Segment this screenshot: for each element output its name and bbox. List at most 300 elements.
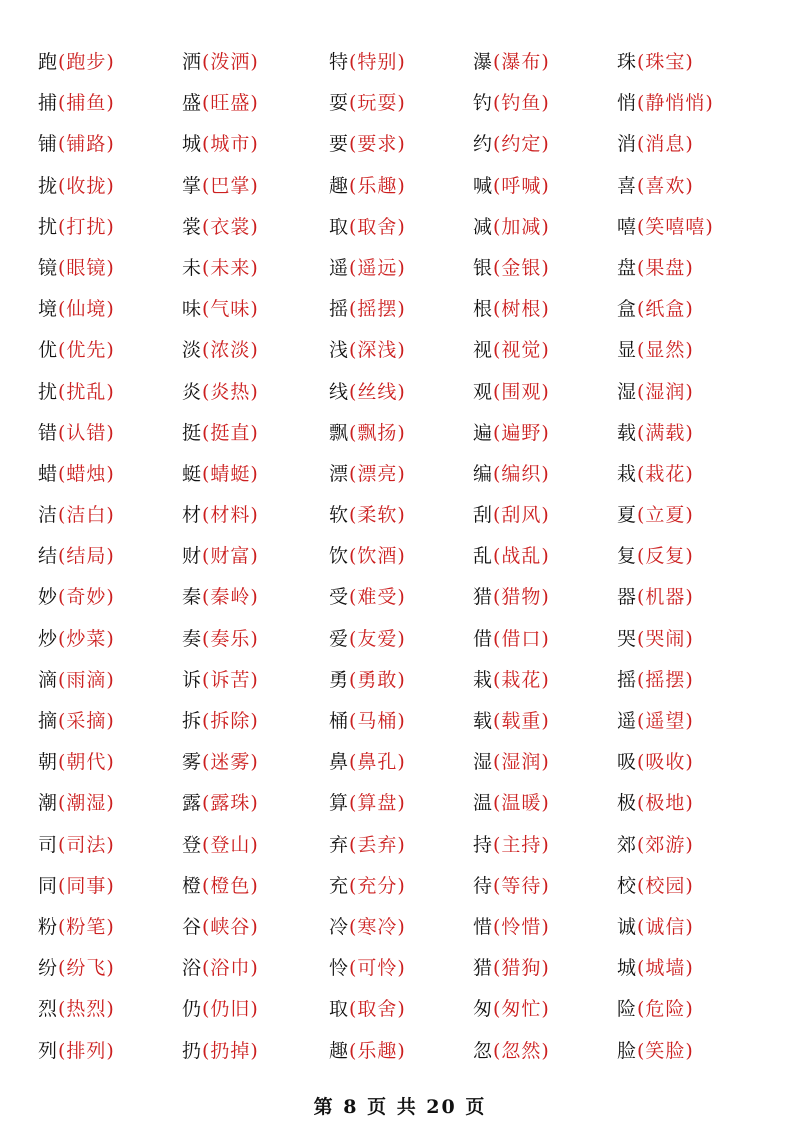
word-entry [38, 909, 182, 950]
word-entry [473, 991, 617, 1032]
example-word: (匆忙) [493, 998, 550, 1021]
example-word: (遍野) [493, 421, 550, 444]
character: 载 [473, 710, 494, 732]
word-entry [329, 703, 473, 744]
example-word: (跑步) [58, 51, 115, 73]
example-word: (钓鱼) [493, 92, 550, 115]
character: 拆 [182, 710, 203, 732]
example-word: (消息) [637, 133, 694, 156]
word-entry [473, 538, 617, 579]
character: 财 [182, 545, 203, 568]
character: 掌 [182, 174, 203, 197]
character: 蜓 [182, 462, 203, 485]
word-entry [182, 209, 329, 250]
character: 湿 [617, 380, 638, 403]
character: 镜 [38, 256, 59, 279]
character: 盛 [182, 92, 203, 115]
character: 跑 [38, 51, 59, 73]
word-entry [329, 662, 473, 703]
example-word: (炎热) [202, 380, 259, 403]
word-entry [329, 991, 473, 1032]
example-word: (挺直) [202, 421, 259, 444]
word-entry [38, 950, 182, 991]
character: 栽 [617, 462, 638, 485]
example-word: (仍旧) [202, 998, 259, 1021]
example-word: (要求) [349, 133, 406, 156]
word-entry [38, 868, 182, 909]
character: 飘 [329, 421, 350, 444]
word-entry [182, 538, 329, 579]
word-entry [617, 44, 778, 85]
example-word: (浓淡) [202, 339, 259, 362]
character: 朝 [38, 751, 59, 774]
character: 烈 [38, 998, 59, 1021]
word-entry [182, 703, 329, 744]
word-entry [617, 497, 778, 538]
example-word: (算盘) [349, 792, 406, 815]
word-entry [38, 250, 182, 291]
example-word: (摇摆) [637, 668, 694, 691]
character: 险 [617, 998, 638, 1021]
word-entry [182, 85, 329, 126]
example-word: (湿润) [493, 751, 550, 774]
example-word: (雨滴) [58, 668, 115, 691]
example-word: (遥远) [349, 256, 406, 279]
example-word: (巴掌) [202, 174, 259, 197]
word-entry [38, 332, 182, 373]
word-entry [473, 85, 617, 126]
example-word: (呼喊) [493, 174, 550, 197]
character: 冷 [329, 915, 350, 938]
word-entry [182, 415, 329, 456]
character: 显 [617, 339, 638, 362]
example-word: (衣裳) [202, 215, 259, 238]
example-word: (等待) [493, 874, 550, 897]
word-entry [38, 209, 182, 250]
word-entry [617, 538, 778, 579]
word-entry [617, 126, 778, 167]
character: 特 [329, 51, 350, 73]
character: 载 [617, 421, 638, 444]
example-word: (诉苦) [202, 668, 259, 691]
example-word: (拆除) [202, 710, 259, 732]
example-word: (危险) [637, 998, 694, 1021]
character: 雾 [182, 751, 203, 774]
example-word: (捕鱼) [58, 92, 115, 115]
character: 洁 [38, 504, 59, 527]
word-entry [473, 209, 617, 250]
character: 蜡 [38, 462, 59, 485]
word-entry [329, 168, 473, 209]
word-entry [182, 744, 329, 785]
example-word: (迷雾) [202, 751, 259, 774]
word-entry [38, 744, 182, 785]
character: 悄 [617, 92, 638, 115]
example-word: (橙色) [202, 874, 259, 897]
word-entry [617, 291, 778, 332]
character: 约 [473, 133, 494, 156]
example-word: (打扰) [58, 215, 115, 238]
word-entry [38, 827, 182, 868]
example-word: (取舍) [349, 998, 406, 1021]
example-word: (树根) [493, 298, 550, 321]
word-entry [329, 85, 473, 126]
word-entry [182, 785, 329, 826]
character: 耍 [329, 92, 350, 115]
character: 算 [329, 792, 350, 815]
character: 乱 [473, 545, 494, 568]
example-word: (漂亮) [349, 462, 406, 485]
word-entry [473, 744, 617, 785]
example-word: (喜欢) [637, 174, 694, 197]
word-entry [329, 538, 473, 579]
example-word: (同事) [58, 874, 115, 897]
example-word: (栽花) [637, 462, 694, 485]
word-entry [473, 950, 617, 991]
word-entry [473, 579, 617, 620]
word-entry [617, 909, 778, 950]
word-entry [617, 456, 778, 497]
word-entry [38, 991, 182, 1032]
character: 器 [617, 586, 638, 609]
character: 材 [182, 504, 203, 527]
word-entry [38, 703, 182, 744]
word-entry [617, 991, 778, 1032]
example-word: (猎物) [493, 586, 550, 609]
character: 挺 [182, 421, 203, 444]
character: 盘 [617, 256, 638, 279]
example-word: (炒菜) [58, 627, 115, 650]
example-word: (眼镜) [58, 256, 115, 279]
example-word: (泼洒) [202, 51, 259, 73]
example-word: (洁白) [58, 504, 115, 527]
example-word: (铺路) [58, 133, 115, 156]
example-word: (纷飞) [58, 957, 115, 980]
character: 猎 [473, 957, 494, 980]
word-entry [182, 374, 329, 415]
word-entry [473, 827, 617, 868]
example-word: (峡谷) [202, 915, 259, 938]
example-word: (显然) [637, 339, 694, 362]
word-entry [38, 415, 182, 456]
word-entry [473, 456, 617, 497]
word-entry [38, 44, 182, 85]
word-entry [473, 703, 617, 744]
character: 刮 [473, 504, 494, 527]
character: 捕 [38, 92, 59, 115]
character: 扔 [182, 1039, 203, 1062]
character: 视 [473, 339, 494, 362]
word-entry [38, 456, 182, 497]
word-entry [182, 579, 329, 620]
character: 充 [329, 874, 350, 897]
example-word: (气味) [202, 298, 259, 321]
character: 扰 [38, 215, 59, 238]
word-entry [182, 291, 329, 332]
example-word: (郊游) [637, 833, 694, 856]
character: 盒 [617, 298, 638, 321]
character: 爱 [329, 627, 350, 650]
character: 粉 [38, 915, 59, 938]
word-entry [473, 44, 617, 85]
character: 司 [38, 833, 59, 856]
word-entry [182, 950, 329, 991]
character: 奏 [182, 627, 203, 650]
example-word: (借口) [493, 627, 550, 650]
example-word: (寒冷) [349, 915, 406, 938]
word-entry [38, 662, 182, 703]
character: 惜 [473, 915, 494, 938]
character: 消 [617, 133, 638, 156]
character: 桶 [329, 710, 350, 732]
example-word: (仙境) [58, 298, 115, 321]
word-entry [329, 909, 473, 950]
word-entry [182, 868, 329, 909]
character: 浅 [329, 339, 350, 362]
character: 受 [329, 586, 350, 609]
example-word: (遥望) [637, 710, 694, 732]
word-entry [617, 785, 778, 826]
example-word: (忽然) [493, 1039, 550, 1062]
word-entry [38, 85, 182, 126]
example-word: (优先) [58, 339, 115, 362]
word-entry [473, 1033, 617, 1074]
character: 列 [38, 1039, 59, 1062]
example-word: (校园) [637, 874, 694, 897]
example-word: (司法) [58, 833, 115, 856]
word-entry [617, 703, 778, 744]
example-word: (柔软) [349, 504, 406, 527]
example-word: (围观) [493, 380, 550, 403]
example-word: (静悄悄) [637, 92, 714, 115]
word-entry [473, 909, 617, 950]
example-word: (取舍) [349, 215, 406, 238]
example-word: (机器) [637, 586, 694, 609]
character: 极 [617, 792, 638, 815]
example-word: (吸收) [637, 751, 694, 774]
word-entry [38, 126, 182, 167]
example-word: (主持) [493, 833, 550, 856]
example-word: (奏乐) [202, 627, 259, 650]
character: 忽 [473, 1039, 494, 1062]
word-entry [473, 291, 617, 332]
example-word: (饮酒) [349, 545, 406, 568]
character: 境 [38, 298, 59, 321]
character: 珠 [617, 51, 638, 73]
character: 橙 [182, 874, 203, 897]
word-entry [329, 785, 473, 826]
word-entry [38, 168, 182, 209]
word-entry [617, 332, 778, 373]
example-word: (编织) [493, 462, 550, 485]
example-word: (扔掉) [202, 1039, 259, 1062]
word-entry [473, 126, 617, 167]
word-entry [38, 497, 182, 538]
word-entry [617, 250, 778, 291]
word-entry [473, 868, 617, 909]
word-entry [329, 332, 473, 373]
example-word: (温暖) [493, 792, 550, 815]
character: 线 [329, 380, 350, 403]
character: 诉 [182, 668, 203, 691]
character: 观 [473, 380, 494, 403]
word-entry [329, 621, 473, 662]
example-word: (猎狗) [493, 957, 550, 980]
example-word: (鼻孔) [349, 751, 406, 774]
word-entry [473, 168, 617, 209]
example-word: (城墙) [637, 957, 694, 980]
example-word: (蜡烛) [58, 462, 115, 485]
character: 同 [38, 874, 59, 897]
character: 钓 [473, 92, 494, 115]
example-word: (潮湿) [58, 792, 115, 815]
word-entry [473, 621, 617, 662]
character: 栽 [473, 668, 494, 691]
word-entry [617, 827, 778, 868]
word-entry [182, 456, 329, 497]
character: 郊 [617, 833, 638, 856]
character: 炒 [38, 627, 59, 650]
example-word: (浴巾) [202, 957, 259, 980]
word-entry [329, 456, 473, 497]
example-word: (结局) [58, 545, 115, 568]
character: 要 [329, 133, 350, 156]
character: 露 [182, 792, 203, 815]
word-entry [617, 168, 778, 209]
character: 裳 [182, 215, 203, 238]
word-entry [329, 497, 473, 538]
word-entry [473, 497, 617, 538]
example-word: (充分) [349, 874, 406, 897]
word-entry [182, 621, 329, 662]
word-entry [473, 332, 617, 373]
word-entry [329, 827, 473, 868]
character: 妙 [38, 586, 59, 609]
character: 软 [329, 504, 350, 527]
example-word: (财富) [202, 545, 259, 568]
example-word: (排列) [58, 1039, 115, 1062]
example-word: (湿润) [637, 380, 694, 403]
character: 扰 [38, 380, 59, 403]
example-word: (立夏) [637, 504, 694, 527]
character: 待 [473, 874, 494, 897]
character: 饮 [329, 545, 350, 568]
word-entry [617, 950, 778, 991]
example-word: (露珠) [202, 792, 259, 815]
example-word: (丢弃) [349, 833, 406, 856]
word-entry [329, 1033, 473, 1074]
character: 脸 [617, 1039, 638, 1062]
word-entry [617, 85, 778, 126]
word-entry [329, 579, 473, 620]
word-entry [329, 209, 473, 250]
character: 吸 [617, 751, 638, 774]
example-word: (纸盒) [637, 298, 694, 321]
character: 潮 [38, 792, 59, 815]
character: 错 [38, 421, 59, 444]
word-entry [329, 250, 473, 291]
example-word: (玩耍) [349, 92, 406, 115]
word-entry [329, 868, 473, 909]
character: 遥 [329, 256, 350, 279]
character: 喊 [473, 174, 494, 197]
example-word: (扰乱) [58, 380, 115, 403]
example-word: (可怜) [349, 957, 406, 980]
example-word: (果盘) [637, 256, 694, 279]
character: 铺 [38, 133, 59, 156]
character: 仍 [182, 998, 203, 1021]
word-entry [38, 621, 182, 662]
example-word: (秦岭) [202, 586, 259, 609]
character: 城 [617, 957, 638, 980]
character: 哭 [617, 627, 638, 650]
word-entry [473, 374, 617, 415]
word-entry [329, 291, 473, 332]
example-word: (蜻蜓) [202, 462, 259, 485]
character: 勇 [329, 668, 350, 691]
example-word: (乐趣) [349, 174, 406, 197]
character: 持 [473, 833, 494, 856]
character: 编 [473, 462, 494, 485]
example-word: (极地) [637, 792, 694, 815]
word-entry [182, 168, 329, 209]
word-entry [617, 579, 778, 620]
character: 味 [182, 298, 203, 321]
example-word: (旺盛) [202, 92, 259, 115]
character: 弃 [329, 833, 350, 856]
example-word: (认错) [58, 421, 115, 444]
word-entry [473, 662, 617, 703]
word-entry [38, 374, 182, 415]
example-word: (反复) [637, 545, 694, 568]
character: 未 [182, 256, 203, 279]
example-word: (采摘) [58, 710, 115, 732]
character: 优 [38, 339, 59, 362]
word-entry [617, 374, 778, 415]
example-word: (友爱) [349, 627, 406, 650]
example-word: (刮风) [493, 504, 550, 527]
character: 趣 [329, 174, 350, 197]
word-entry [473, 250, 617, 291]
character: 取 [329, 998, 350, 1021]
example-word: (热烈) [58, 998, 115, 1021]
example-word: (奇妙) [58, 586, 115, 609]
character: 滴 [38, 668, 59, 691]
word-entry [182, 909, 329, 950]
character: 浴 [182, 957, 203, 980]
example-word: (载重) [493, 710, 550, 732]
character: 遍 [473, 421, 494, 444]
example-word: (战乱) [493, 545, 550, 568]
word-entry [617, 1033, 778, 1074]
example-word: (未来) [202, 256, 259, 279]
example-word: (深浅) [349, 339, 406, 362]
character: 结 [38, 545, 59, 568]
character: 瀑 [473, 51, 494, 73]
example-word: (飘扬) [349, 421, 406, 444]
example-word: (收拢) [58, 174, 115, 197]
word-entry [329, 950, 473, 991]
character: 淡 [182, 339, 203, 362]
word-entry [38, 785, 182, 826]
example-word: (勇敢) [349, 668, 406, 691]
word-entry [182, 497, 329, 538]
example-word: (难受) [349, 586, 406, 609]
word-entry [617, 209, 778, 250]
character: 城 [182, 133, 203, 156]
word-entry [182, 126, 329, 167]
example-word: (特别) [349, 51, 406, 73]
